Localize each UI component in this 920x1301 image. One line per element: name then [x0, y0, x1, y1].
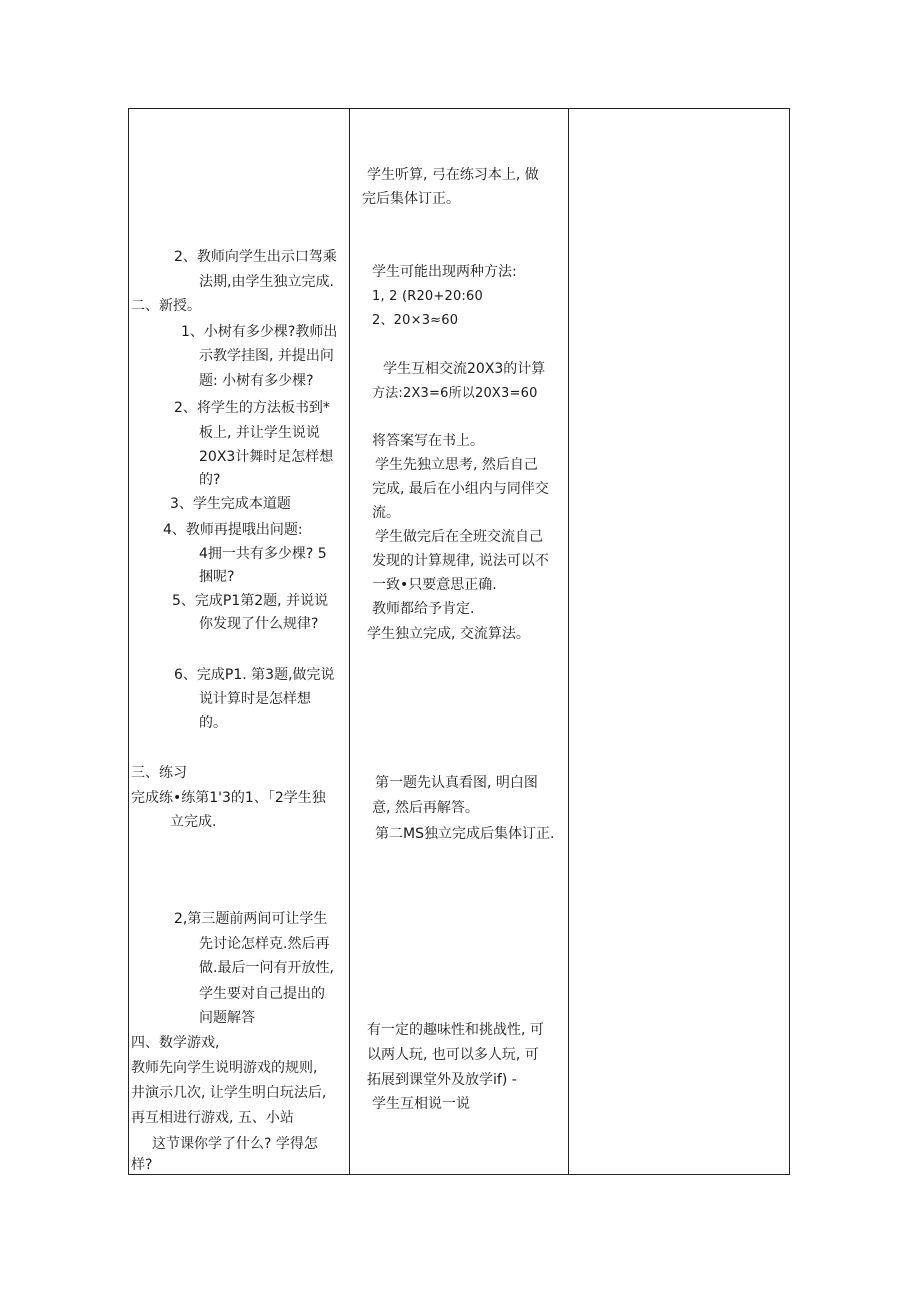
- section-heading: 二、新授。: [131, 298, 201, 314]
- text-line: 流。: [372, 505, 400, 521]
- text-line: 再互相进行游戏, 五、小站: [131, 1110, 294, 1126]
- text-line: 的。: [199, 715, 227, 731]
- text-line: 的?: [199, 472, 221, 488]
- text-line: 2,第三题前两间可让学生: [174, 911, 328, 927]
- text-line: 学生互相说一说: [372, 1096, 470, 1112]
- text-line: 样?: [131, 1157, 153, 1173]
- text-line: 一致•只要意思正确.: [372, 577, 497, 593]
- text-line: 意, 然后再解答。: [372, 800, 479, 816]
- column-divider: [349, 109, 350, 1174]
- text-line: 说计算时是怎样想: [199, 691, 311, 707]
- text-line: 2、20×3≈60: [372, 313, 459, 328]
- text-line: 法期,由学生独立完成.: [199, 274, 334, 290]
- text-line: 以两人玩, 也可以多人玩, 可: [367, 1047, 539, 1063]
- text-line: 20X3计舞时足怎样想: [199, 449, 334, 465]
- text-line: 6、完成P1. 第3题,做完说: [174, 667, 335, 683]
- text-line: 发现的计算规律, 说法可以不: [372, 553, 549, 569]
- text-line: 拓展到课堂外及放学if) -: [367, 1072, 517, 1088]
- text-line: 示教学挂图, 并提出问: [199, 348, 334, 364]
- text-line: 第一题先认真看图, 明白图: [375, 775, 538, 791]
- text-line: 完成, 最后在小组内与同伴交: [372, 481, 549, 497]
- text-line: 板上, 并让学生说说: [199, 425, 320, 441]
- text-line: 问题解答: [199, 1010, 255, 1026]
- text-line: 4拥一共有多少棵? 5: [199, 546, 327, 562]
- text-line: 教师都给予肯定.: [372, 601, 475, 617]
- text-line: 5、完成P1第2题, 并说说: [172, 593, 329, 609]
- text-line: 完成练•练第1'3的1、「2学生独: [131, 790, 326, 806]
- text-line: 3、学生完成本道题: [170, 496, 291, 512]
- text-line: 2、将学生的方法板书到*: [174, 400, 330, 416]
- text-line: 1, 2 (R20+20:60: [372, 289, 483, 304]
- text-line: 学生要对自己提出的: [199, 986, 325, 1002]
- text-line: 立完成.: [170, 814, 217, 830]
- text-line: 教师先向学生说明游戏的规则,: [131, 1060, 318, 1076]
- text-line: 题: 小树有多少棵?: [199, 373, 314, 389]
- text-line: 1、小树有多少棵?教师出: [181, 324, 338, 340]
- section-heading: 四、数学游戏,: [131, 1035, 220, 1051]
- text-line: 井演示几次, 让学生明白玩法后,: [131, 1085, 327, 1101]
- text-line: 学生做完后在全班交流自己: [375, 529, 543, 545]
- section-heading: 三、练习: [131, 765, 187, 781]
- text-line: 学生独立完成, 交流算法。: [367, 626, 530, 642]
- text-line: 你发现了什么规律?: [199, 616, 319, 632]
- text-line: 捆呢?: [199, 569, 235, 585]
- text-line: 先讨论怎样克.然后再: [199, 936, 330, 952]
- text-line: 第二MS独立完成后集体订正.: [375, 826, 555, 842]
- text-line: 2、教师向学生出示口驾乘: [174, 249, 337, 265]
- text-line: 学生听算, 弓在练习本上, 做: [367, 167, 539, 183]
- text-line: 有一定的趣味性和挑战性, 可: [367, 1022, 544, 1038]
- text-line: 做.最后一问有开放性,: [199, 960, 334, 976]
- text-line: 4、教师再提哦出问题:: [163, 522, 303, 538]
- text-line: 学生可能出现两种方法:: [372, 264, 517, 280]
- column-divider: [568, 109, 569, 1174]
- text-line: 完后集体订正。: [362, 191, 460, 207]
- text-line: 这节课你学了什么? 学得怎: [152, 1136, 318, 1152]
- text-line: 将答案写在书上。: [372, 433, 484, 449]
- text-line: 学生先独立思考, 然后自己: [375, 457, 538, 473]
- text-line: 学生互相交流20X3的计算: [383, 361, 546, 377]
- text-line: 方法:2X3=6所以20X3=60: [372, 386, 538, 401]
